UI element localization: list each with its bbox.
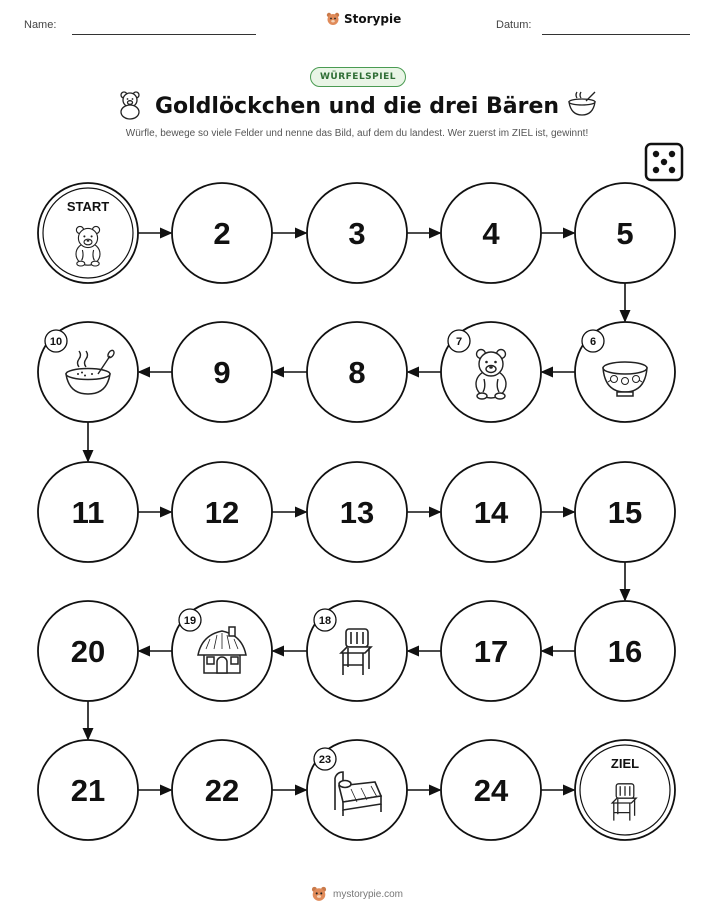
instructions: Würfle, bewege so viele Felder und nenne das Bild, auf dem du landest. Wer zuerst im ZIEL ist, gewinnt! (125, 128, 589, 139)
space-number: 18 (318, 615, 332, 627)
footer (0, 886, 714, 902)
space-number: 7 (455, 336, 463, 348)
date-label: Datum: (496, 19, 532, 31)
space-number: 11 (71, 495, 105, 530)
board-space-16 (575, 601, 675, 701)
board-space-5 (575, 183, 675, 283)
finish-label: ZIEL (610, 756, 640, 771)
bear-icon (476, 350, 506, 400)
board-space-7 (441, 322, 541, 422)
bear-icon (76, 226, 100, 266)
page-title: Goldlöckchen und die drei Bären (154, 94, 560, 119)
space-number: 20 (70, 634, 106, 669)
board-space-13 (307, 462, 407, 562)
board-space-19 (172, 601, 272, 701)
board-space-3 (307, 183, 407, 283)
space-number: 21 (70, 773, 106, 808)
board-space-18 (307, 601, 407, 701)
space-number: 16 (607, 634, 643, 669)
storypie-logo-icon (311, 886, 327, 902)
space-number: 3 (348, 216, 366, 251)
board-space-21 (38, 740, 138, 840)
board-space-11 (38, 462, 138, 562)
board-space-23 (307, 740, 407, 840)
start-space (38, 183, 138, 283)
space-number: 9 (213, 355, 231, 390)
finish-space (575, 740, 675, 840)
space-number: 23 (318, 754, 332, 766)
brand-name: Storypie (344, 12, 402, 26)
board-space-6 (575, 322, 675, 422)
space-number: 13 (339, 495, 375, 530)
board-space-17 (441, 601, 541, 701)
space-number: 14 (473, 495, 509, 530)
space-number: 12 (204, 495, 240, 530)
space-number: 22 (204, 773, 240, 808)
board-space-24 (441, 740, 541, 840)
name-label: Name: (24, 19, 57, 31)
space-number: 8 (348, 355, 366, 390)
board-space-20 (38, 601, 138, 701)
board-space-22 (172, 740, 272, 840)
space-number: 4 (482, 216, 500, 251)
game-type-badge: WÜRFELSPIEL (310, 67, 406, 87)
board-space-10 (38, 322, 138, 422)
footer-site: mystorypie.com (332, 888, 403, 900)
board-space-15 (575, 462, 675, 562)
space-number: 5 (616, 216, 634, 251)
board-space-14 (441, 462, 541, 562)
space-number: 19 (183, 615, 197, 627)
space-number: 15 (607, 495, 643, 530)
space-number: 10 (49, 336, 63, 348)
space-number: 6 (589, 336, 597, 348)
board-space-12 (172, 462, 272, 562)
board-space-9 (172, 322, 272, 422)
board-space-4 (441, 183, 541, 283)
board-space-2 (172, 183, 272, 283)
space-number: 24 (473, 773, 509, 808)
space-number: 17 (473, 634, 509, 669)
space-number: 2 (213, 216, 231, 251)
start-label: START (66, 199, 110, 214)
board-space-8 (307, 322, 407, 422)
